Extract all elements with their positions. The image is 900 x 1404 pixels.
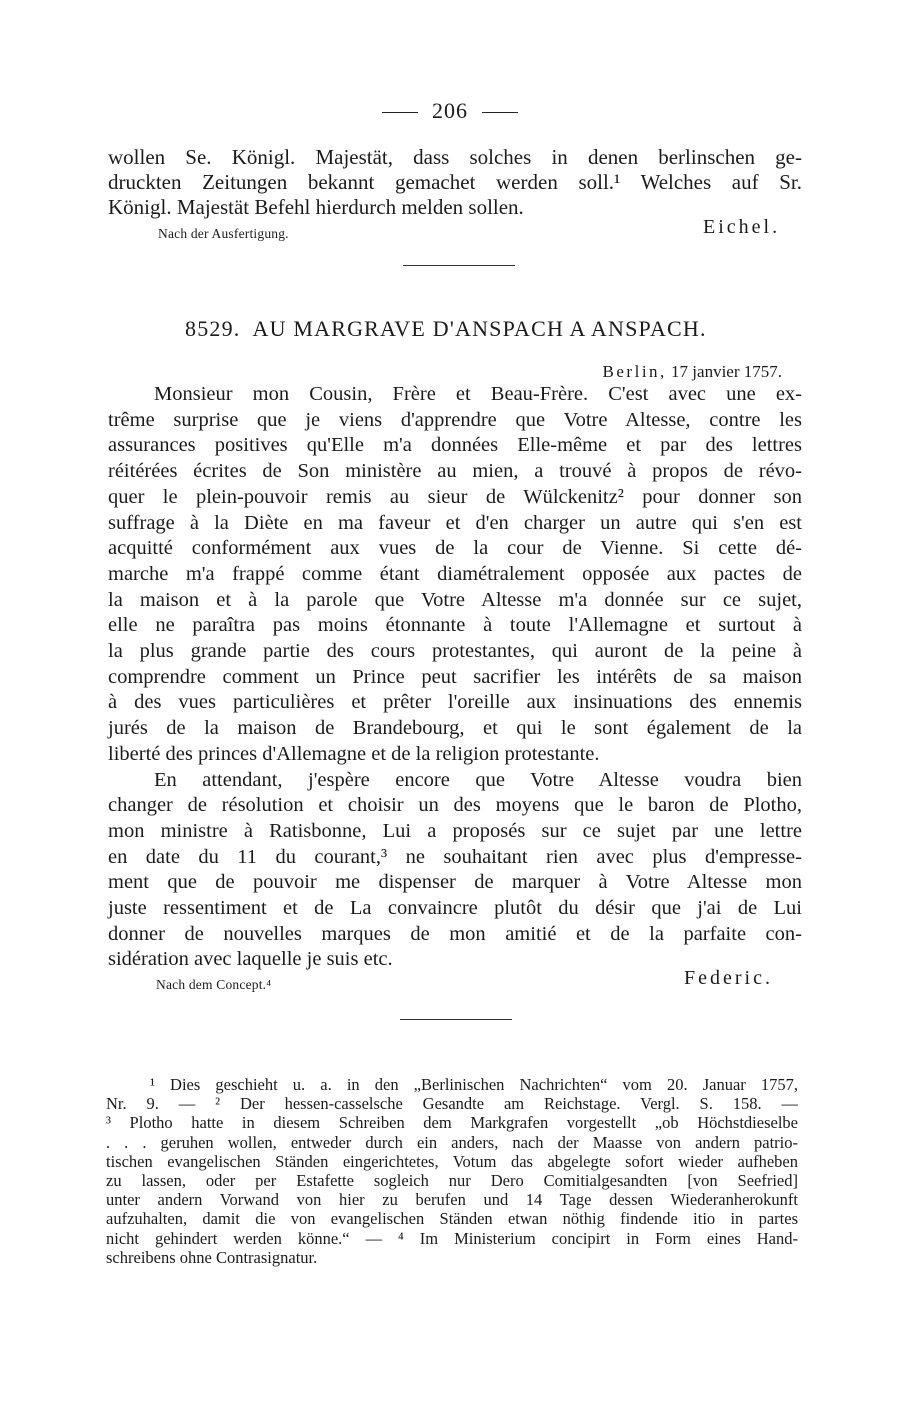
- footnote-line: tischen evangelischen Ständen eingerichtetes, Votum das abgelegte sofort wieder aufheben: [106, 1151, 798, 1171]
- header-dash-left: [382, 112, 418, 113]
- footnote-line: ³ Plotho hatte in diesem Schreiben dem Markgrafen vorgestellt „ob Höchstdieselbe: [106, 1113, 798, 1133]
- text-line: ment que de pouvoir me dispenser de marquer à Votre Altesse mon: [108, 871, 802, 894]
- signature-federic: Federic.: [684, 967, 773, 989]
- footnotes: [106, 1075, 798, 1267]
- text-line: suffrage à la Diète en ma faveur et d'en charger un autre qui s'en est: [108, 511, 802, 534]
- text-line: quer le plein-pouvoir remis au sieur de Wülckenitz² pour donner son: [108, 485, 802, 508]
- letter-place: Berlin,: [602, 362, 667, 381]
- text-line: liberté des princes d'Allemagne et de la religion protestante.: [108, 742, 600, 765]
- text-line: la plus grande partie des cours protestantes, qui auront de la peine à: [108, 640, 802, 663]
- page-header: [0, 98, 900, 124]
- section-divider-2: [400, 1019, 512, 1020]
- footnote-line: ¹ Dies geschieht u. a. in den „Berlinischen Nachrichten“ vom 20. Januar 1757,: [150, 1075, 798, 1094]
- text-line: donner de nouvelles marques de mon amitié et de la parfaite con-: [108, 922, 802, 945]
- text-line: trême surprise que je viens d'apprendre que Votre Altesse, contre les: [108, 408, 802, 431]
- text-line: juste ressentiment et de La convaincre plutôt du désir que j'ai de Lui: [108, 897, 802, 920]
- text-line: changer de résolution et choisir un des moyens que le baron de Plotho,: [108, 794, 802, 817]
- footnote-line: aufzuhalten, damit die von evangelischen Ständen etwan nöthig findende itio in partes: [106, 1209, 798, 1229]
- text-line: en date du 11 du courant,³ ne souhaitant rien avec plus d'empresse-: [108, 845, 802, 868]
- page-number: 206: [432, 98, 468, 123]
- letter-heading: [185, 316, 707, 342]
- footnote-line: nicht gehindert werden könne.“ — ⁴ Im Ministerium concipirt in Form eines Hand-: [106, 1228, 798, 1248]
- letter-dateline: [603, 362, 782, 382]
- section-divider-1: [403, 265, 515, 266]
- text-line: à des vues particulières et prêter l'oreille aux insinuations des ennemis: [108, 691, 802, 714]
- text-line: Monsieur mon Cousin, Frère et Beau-Frère. C'est avec une ex-: [154, 383, 802, 405]
- text-line: acquitté conformément aux vues de la cour de Vienne. Si cette dé-: [108, 537, 802, 560]
- text-line: Königl. Majestät Befehl hierdurch melden sollen.: [108, 195, 524, 219]
- text-line: sidération avec laquelle je suis etc.: [108, 948, 393, 971]
- top-paragraph: [108, 145, 802, 220]
- signature-eichel: Eichel.: [703, 216, 781, 238]
- footnote-line: zu lassen, oder per Estafette sogleich nur Dero Comitialgesandten [von Seefried]: [106, 1171, 798, 1191]
- text-line: druckten Zeitungen bekannt gemachet werden soll.¹ Welches auf Sr.: [108, 170, 802, 194]
- text-line: mon ministre à Ratisbonne, Lui a proposés sur ce sujet par une lettre: [108, 819, 802, 842]
- text-line: En attendant, j'espère encore que Votre Altesse voudra bien: [154, 768, 802, 791]
- text-line: assurances positives qu'Elle m'a données Elle-même et par des lettres: [108, 434, 802, 457]
- header-dash-right: [482, 112, 518, 113]
- source-note-2: Nach dem Concept.⁴: [156, 977, 272, 992]
- footnote-line: Nr. 9. — ² Der hessen-casselsche Gesandte am Reichstage. Vergl. S. 158. —: [106, 1094, 798, 1114]
- text-line: marche m'a frappé comme étant diamétralement opposée aux pactes de: [108, 562, 802, 585]
- letter-title: AU MARGRAVE D'ANSPACH A ANSPACH.: [252, 316, 707, 341]
- letter-number: 8529.: [185, 316, 241, 341]
- footnote-line: schreibens ohne Contrasignatur.: [106, 1247, 318, 1267]
- text-line: la maison et à la parole que Votre Altesse m'a donnée sur ce sujet,: [108, 588, 802, 611]
- footnote-line: unter andern Vorwand von hier zu berufen und 14 Tage dessen Wiederanherokunft: [106, 1190, 798, 1210]
- text-line: réitérées écrites de Son ministère au mien, a trouvé à propos de révo-: [108, 460, 802, 483]
- letter-date: 17 janvier 1757.: [671, 362, 782, 381]
- text-line: comprendre comment un Prince peut sacrifier les intérêts de sa maison: [108, 665, 802, 688]
- letter-body: [108, 382, 802, 973]
- text-line: wollen Se. Königl. Majestät, dass solches in denen berlinschen ge-: [108, 145, 802, 169]
- text-line: jurés de la maison de Brandebourg, et qui le sont également de la: [108, 717, 802, 740]
- source-note-1: Nach der Ausfertigung.: [158, 226, 289, 241]
- footnote-line: . . . geruhen wollen, entweder durch ein anders, nach der Maasse von andern patrio-: [106, 1132, 798, 1152]
- text-line: elle ne paraîtra pas moins étonnante à toute l'Allemagne et surtout à: [108, 614, 802, 637]
